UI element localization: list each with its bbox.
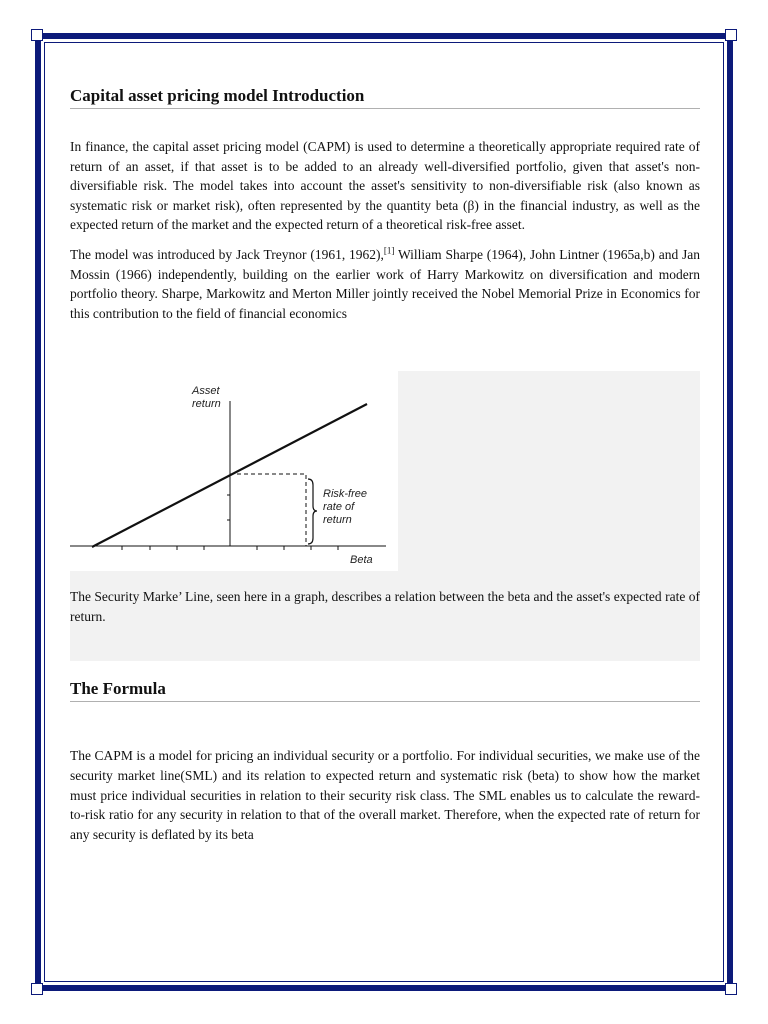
border-corner-ornament bbox=[725, 983, 737, 995]
formula-section bbox=[70, 679, 700, 844]
intro-paragraph-2-start: The model was introduced by Jack Treynor (1961, 1962), bbox=[70, 246, 384, 262]
formula-heading: The Formula bbox=[70, 679, 700, 702]
formula-paragraph: The CAPM is a model for pricing an individual security or a portfolio. For individual securities, we make use of the security market line(SML) and its relation to expected return and systematic risk (beta) to show how the market must price individual securities in relation to their security risk class. The SML enables us to calculate the reward-to-risk ratio for any security in relation to that of the overall market. Therefore, when the expected rate of return for any security is deflated by its beta bbox=[70, 748, 700, 842]
y-axis-label-line1: Asset bbox=[192, 385, 220, 398]
sml-figure-block bbox=[70, 371, 700, 661]
sml-chart bbox=[70, 371, 398, 571]
sml-chart-svg bbox=[70, 371, 398, 571]
annotation-line2: rate of bbox=[323, 501, 355, 514]
intro-paragraph-2 bbox=[70, 245, 700, 323]
intro-paragraph-2-rest: William Sharpe (1964), John Lintner (1965a,b) and Jan Mossin (1966) independently, building on the earlier work of Harry Markowitz on diversification and modern portfolio theory. Sharpe, Markowitz and Merton Miller jointly received the Nobel Memorial Prize in Economics for this contribution to the field of financial economics bbox=[70, 246, 700, 321]
y-axis-label-line2: return bbox=[192, 398, 221, 411]
border-corner-ornament bbox=[31, 29, 43, 41]
intro-heading: Capital asset pricing model Introduction bbox=[70, 86, 700, 109]
border-corner-ornament bbox=[725, 29, 737, 41]
document-body bbox=[70, 86, 700, 854]
risk-free-brace bbox=[308, 479, 317, 544]
x-axis-label: Beta bbox=[350, 554, 373, 567]
risk-free-dashed-guide bbox=[230, 474, 306, 546]
figure-caption: The Security Marke’ Line, seen here in a graph, describes a relation between the beta and the asset's expected rate of return. bbox=[70, 589, 700, 624]
annotation-line1: Risk-free bbox=[323, 488, 368, 501]
border-corner-ornament bbox=[31, 983, 43, 995]
intro-paragraph-1: In finance, the capital asset pricing model (CAPM) is used to determine a theoretically appropriate required rate of return of an asset, if that asset is to be added to an already well-diversified portfolio, given that asset's non-diversifiable risk. The model takes into account the asset's sensitivity to non-diversifiable risk (also known as systematic risk or market risk), often represented by the quantity beta (β) in the financial industry, as well as the expected return of the market and the expected return of a theoretical risk-free asset. bbox=[70, 139, 700, 233]
annotation-line3: return bbox=[323, 514, 352, 527]
citation-1[interactable]: [1] bbox=[383, 245, 395, 256]
